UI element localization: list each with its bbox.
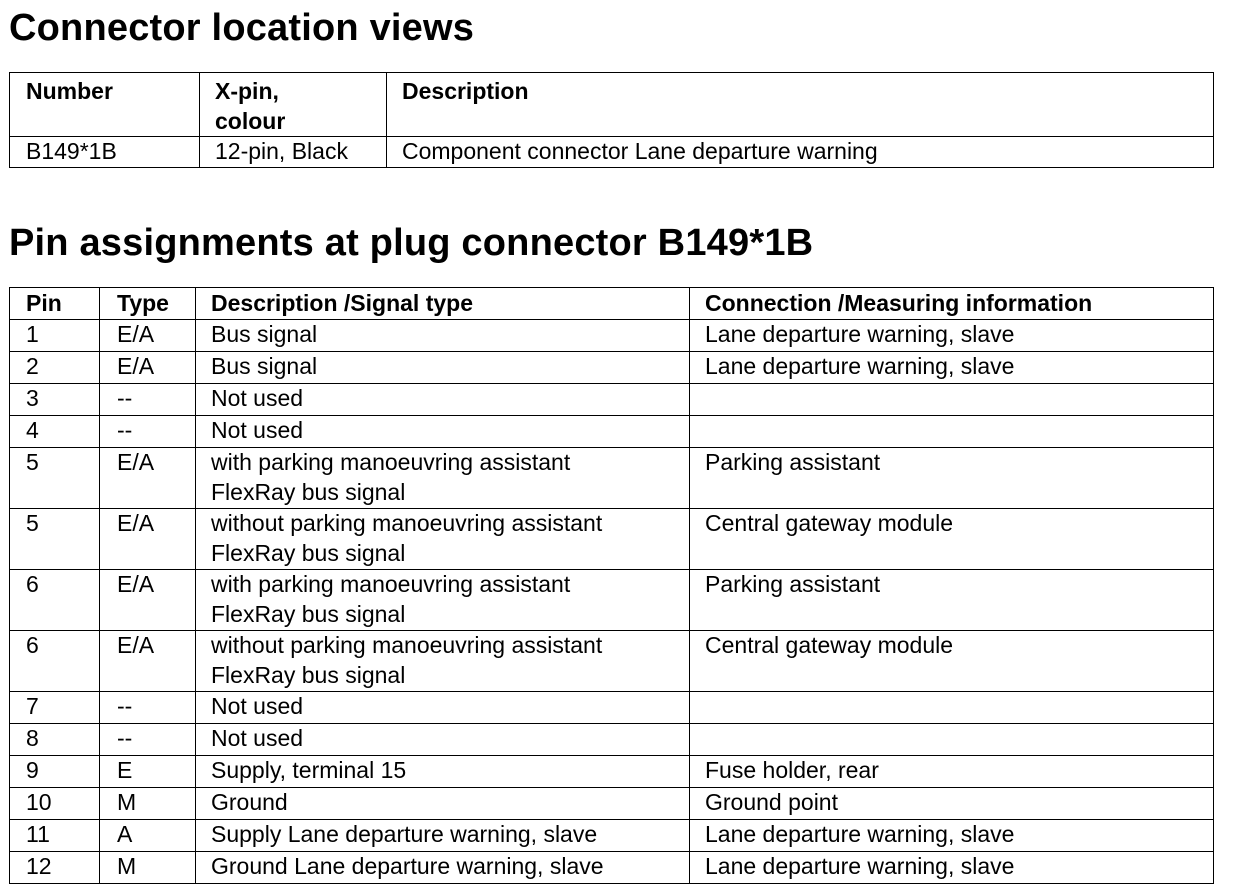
pin-rows — [10, 320, 1214, 884]
cell-description — [196, 352, 690, 384]
cell-type: E/A — [100, 448, 196, 509]
cell-pin: 12 — [10, 852, 100, 884]
description-line: Ground — [211, 789, 288, 815]
table-header-row — [10, 288, 1214, 320]
table-row — [10, 852, 1214, 884]
cell-type: -- — [100, 384, 196, 416]
description-line: Bus signal — [211, 321, 318, 347]
cell-description — [196, 416, 690, 448]
table-row — [10, 692, 1214, 724]
cell-type: A — [100, 820, 196, 852]
pin-assignments-title: Pin assignments at plug connector B149*1B — [9, 222, 814, 264]
table-row — [10, 320, 1214, 352]
table-row — [10, 724, 1214, 756]
description-line: without parking manoeuvring assistant — [211, 632, 603, 658]
cell-type: -- — [100, 724, 196, 756]
cell-description — [196, 320, 690, 352]
cell-connection — [690, 724, 1214, 756]
cell-connection: Lane departure warning, slave — [690, 820, 1214, 852]
header-type: Type — [100, 288, 196, 320]
cell-description — [196, 570, 690, 631]
header-description-signal-type: Description /Signal type — [196, 288, 690, 320]
cell-connection: Central gateway module — [690, 631, 1214, 692]
cell-connection: Central gateway module — [690, 509, 1214, 570]
cell-type: -- — [100, 692, 196, 724]
table-row — [10, 788, 1214, 820]
cell-description — [196, 852, 690, 884]
cell-description — [196, 631, 690, 692]
table-row — [10, 631, 1214, 692]
table-header-row — [10, 73, 1214, 137]
cell-connection: Lane departure warning, slave — [690, 852, 1214, 884]
cell-pin: 2 — [10, 352, 100, 384]
description-line: Bus signal — [211, 353, 318, 379]
cell-description — [196, 692, 690, 724]
cell-type: -- — [100, 416, 196, 448]
cell-x-pin-colour: 12-pin, Black — [200, 137, 387, 168]
cell-type: E/A — [100, 631, 196, 692]
connector-location-title: Connector location views — [9, 7, 475, 49]
table-row — [10, 756, 1214, 788]
cell-pin: 6 — [10, 570, 100, 631]
cell-connection: Fuse holder, rear — [690, 756, 1214, 788]
cell-connection: Parking assistant — [690, 448, 1214, 509]
header-description: Description — [387, 73, 1214, 137]
table-row — [10, 384, 1214, 416]
table-row — [10, 448, 1214, 509]
header-pin: Pin — [10, 288, 100, 320]
cell-connection — [690, 692, 1214, 724]
cell-pin: 8 — [10, 724, 100, 756]
signal-type-line: FlexRay bus signal — [211, 600, 406, 627]
cell-description — [196, 788, 690, 820]
cell-type: E/A — [100, 352, 196, 384]
cell-pin: 6 — [10, 631, 100, 692]
cell-pin: 9 — [10, 756, 100, 788]
cell-type: E/A — [100, 570, 196, 631]
description-line: Not used — [211, 725, 304, 751]
cell-pin: 1 — [10, 320, 100, 352]
cell-type: M — [100, 788, 196, 820]
cell-pin: 7 — [10, 692, 100, 724]
cell-pin: 5 — [10, 509, 100, 570]
description-line: Not used — [211, 693, 304, 719]
cell-description: Component connector Lane departure warning — [387, 137, 1214, 168]
signal-type-line: FlexRay bus signal — [211, 478, 406, 505]
cell-description — [196, 384, 690, 416]
cell-description — [196, 448, 690, 509]
table-row — [10, 509, 1214, 570]
cell-connection: Lane departure warning, slave — [690, 352, 1214, 384]
signal-type-line: FlexRay bus signal — [211, 661, 406, 688]
description-line: Supply Lane departure warning, slave — [211, 821, 598, 847]
cell-type: E/A — [100, 320, 196, 352]
cell-pin: 4 — [10, 416, 100, 448]
table-row — [10, 416, 1214, 448]
cell-connection — [690, 416, 1214, 448]
cell-pin: 11 — [10, 820, 100, 852]
cell-description — [196, 509, 690, 570]
table-row — [10, 137, 1214, 168]
header-x-pin-colour — [200, 73, 387, 137]
cell-type: M — [100, 852, 196, 884]
cell-number: B149*1B — [10, 137, 200, 168]
cell-connection: Parking assistant — [690, 570, 1214, 631]
table-row — [10, 570, 1214, 631]
header-connection-measuring-info: Connection /Measuring information — [690, 288, 1214, 320]
cell-description — [196, 724, 690, 756]
cell-description — [196, 820, 690, 852]
description-line: Not used — [211, 417, 304, 443]
cell-pin: 3 — [10, 384, 100, 416]
description-line: Not used — [211, 385, 304, 411]
cell-connection — [690, 384, 1214, 416]
header-x-pin-line1: X-pin, — [215, 78, 279, 104]
header-number: Number — [10, 73, 200, 137]
connector-location-table — [9, 72, 1214, 168]
table-row — [10, 820, 1214, 852]
description-line: without parking manoeuvring assistant — [211, 510, 603, 536]
cell-type: E — [100, 756, 196, 788]
cell-description — [196, 756, 690, 788]
cell-pin: 10 — [10, 788, 100, 820]
description-line: with parking manoeuvring assistant — [211, 449, 571, 475]
signal-type-line: FlexRay bus signal — [211, 539, 406, 566]
description-line: with parking manoeuvring assistant — [211, 571, 571, 597]
cell-type: E/A — [100, 509, 196, 570]
table-row — [10, 352, 1214, 384]
cell-connection: Ground point — [690, 788, 1214, 820]
cell-pin: 5 — [10, 448, 100, 509]
description-line: Ground Lane departure warning, slave — [211, 853, 604, 879]
description-line: Supply, terminal 15 — [211, 757, 407, 783]
pin-assignments-table — [9, 287, 1214, 884]
cell-connection: Lane departure warning, slave — [690, 320, 1214, 352]
header-x-pin-line2: colour — [215, 108, 286, 134]
